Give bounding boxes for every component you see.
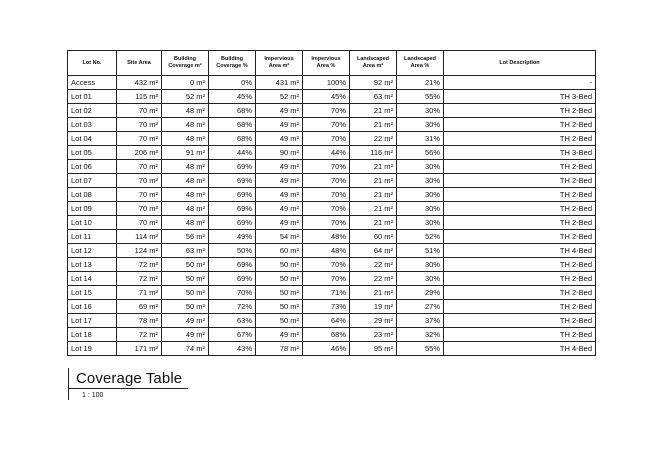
cell-site-area: 114 m²	[117, 230, 162, 244]
cell-lot-description: TH 2-Bed	[444, 258, 596, 272]
cell-building-coverage-pct: 69%	[209, 258, 256, 272]
cell-building-coverage-m2: 48 m²	[162, 174, 209, 188]
cell-landscaped-area-pct: 32%	[397, 328, 444, 342]
cell-lot-no: Lot 17	[68, 314, 117, 328]
cell-impervious-area-m2: 49 m²	[256, 160, 303, 174]
cell-impervious-area-pct: 48%	[303, 230, 350, 244]
cell-impervious-area-pct: 48%	[303, 244, 350, 258]
header-landscaped-area-pct: Landscaped Area %	[397, 51, 444, 76]
table-row	[68, 216, 596, 230]
cell-landscaped-area-m2: 21 m²	[350, 188, 397, 202]
cell-impervious-area-m2: 90 m²	[256, 146, 303, 160]
cell-landscaped-area-pct: 29%	[397, 286, 444, 300]
cell-impervious-area-pct: 70%	[303, 160, 350, 174]
table-header-row	[68, 51, 596, 76]
table-row	[68, 132, 596, 146]
cell-site-area: 70 m²	[117, 104, 162, 118]
cell-lot-description: TH 2-Bed	[444, 118, 596, 132]
cell-site-area: 115 m²	[117, 90, 162, 104]
cell-site-area: 78 m²	[117, 314, 162, 328]
cell-lot-description: TH 2-Bed	[444, 132, 596, 146]
cell-building-coverage-m2: 48 m²	[162, 188, 209, 202]
cell-lot-description: TH 2-Bed	[444, 314, 596, 328]
cell-impervious-area-pct: 68%	[303, 328, 350, 342]
cell-building-coverage-m2: 48 m²	[162, 118, 209, 132]
cell-impervious-area-m2: 49 m²	[256, 174, 303, 188]
cell-site-area: 72 m²	[117, 272, 162, 286]
cell-impervious-area-m2: 49 m²	[256, 118, 303, 132]
cell-landscaped-area-m2: 21 m²	[350, 202, 397, 216]
cell-lot-no: Lot 04	[68, 132, 117, 146]
cell-impervious-area-m2: 50 m²	[256, 300, 303, 314]
table-row	[68, 328, 596, 342]
cell-impervious-area-m2: 49 m²	[256, 104, 303, 118]
table-row	[68, 202, 596, 216]
cell-landscaped-area-m2: 19 m²	[350, 300, 397, 314]
cell-lot-no: Lot 01	[68, 90, 117, 104]
cell-site-area: 72 m²	[117, 328, 162, 342]
cell-building-coverage-pct: 50%	[209, 244, 256, 258]
coverage-table	[67, 50, 596, 356]
cell-lot-description: TH 3-Bed	[444, 146, 596, 160]
header-impervious-area-pct: Impervious Area %	[303, 51, 350, 76]
cell-impervious-area-pct: 71%	[303, 286, 350, 300]
cell-landscaped-area-pct: 30%	[397, 160, 444, 174]
cell-building-coverage-m2: 91 m²	[162, 146, 209, 160]
cell-impervious-area-m2: 50 m²	[256, 272, 303, 286]
header-site-area: Site Area	[117, 51, 162, 76]
cell-site-area: 432 m²	[117, 76, 162, 90]
table-row	[68, 300, 596, 314]
cell-landscaped-area-m2: 64 m²	[350, 244, 397, 258]
cell-impervious-area-pct: 70%	[303, 188, 350, 202]
cell-landscaped-area-pct: 30%	[397, 272, 444, 286]
cell-landscaped-area-m2: 22 m²	[350, 132, 397, 146]
cell-lot-no: Lot 03	[68, 118, 117, 132]
cell-impervious-area-pct: 70%	[303, 258, 350, 272]
cell-site-area: 70 m²	[117, 216, 162, 230]
cell-landscaped-area-pct: 30%	[397, 216, 444, 230]
cell-building-coverage-m2: 48 m²	[162, 132, 209, 146]
cell-building-coverage-m2: 48 m²	[162, 216, 209, 230]
cell-landscaped-area-m2: 21 m²	[350, 104, 397, 118]
cell-landscaped-area-pct: 56%	[397, 146, 444, 160]
cell-lot-description: TH 2-Bed	[444, 216, 596, 230]
cell-building-coverage-pct: 49%	[209, 230, 256, 244]
cell-impervious-area-pct: 45%	[303, 90, 350, 104]
cell-landscaped-area-pct: 52%	[397, 230, 444, 244]
cell-site-area: 71 m²	[117, 286, 162, 300]
cell-lot-no: Lot 16	[68, 300, 117, 314]
cell-lot-description: TH 2-Bed	[444, 328, 596, 342]
cell-lot-no: Access	[68, 76, 117, 90]
table-row	[68, 286, 596, 300]
header-impervious-area-m2: Impervious Area m²	[256, 51, 303, 76]
cell-impervious-area-pct: 73%	[303, 300, 350, 314]
cell-impervious-area-m2: 50 m²	[256, 286, 303, 300]
cell-site-area: 69 m²	[117, 300, 162, 314]
cell-impervious-area-m2: 50 m²	[256, 314, 303, 328]
cell-impervious-area-m2: 49 m²	[256, 202, 303, 216]
cell-landscaped-area-pct: 30%	[397, 202, 444, 216]
cell-building-coverage-m2: 48 m²	[162, 104, 209, 118]
cell-lot-no: Lot 12	[68, 244, 117, 258]
cell-building-coverage-m2: 52 m²	[162, 90, 209, 104]
cell-lot-no: Lot 14	[68, 272, 117, 286]
cell-landscaped-area-m2: 116 m²	[350, 146, 397, 160]
cell-building-coverage-m2: 74 m²	[162, 342, 209, 356]
table-row	[68, 230, 596, 244]
table-row	[68, 118, 596, 132]
cell-lot-description: TH 2-Bed	[444, 188, 596, 202]
cell-building-coverage-m2: 48 m²	[162, 202, 209, 216]
cell-building-coverage-pct: 69%	[209, 174, 256, 188]
cell-lot-description: TH 2-Bed	[444, 230, 596, 244]
cell-site-area: 206 m²	[117, 146, 162, 160]
cell-lot-description: TH 4-Bed	[444, 342, 596, 356]
cell-lot-description: TH 2-Bed	[444, 272, 596, 286]
cell-lot-no: Lot 09	[68, 202, 117, 216]
cell-building-coverage-pct: 69%	[209, 216, 256, 230]
cell-landscaped-area-pct: 37%	[397, 314, 444, 328]
cell-building-coverage-pct: 68%	[209, 118, 256, 132]
cell-impervious-area-m2: 78 m²	[256, 342, 303, 356]
cell-building-coverage-pct: 69%	[209, 202, 256, 216]
cell-landscaped-area-m2: 22 m²	[350, 272, 397, 286]
title-underline	[68, 388, 188, 389]
header-landscaped-area-m2: Landscaped Area m²	[350, 51, 397, 76]
cell-lot-description: TH 2-Bed	[444, 202, 596, 216]
cell-lot-no: Lot 11	[68, 230, 117, 244]
cell-landscaped-area-pct: 30%	[397, 188, 444, 202]
cell-building-coverage-pct: 69%	[209, 160, 256, 174]
cell-impervious-area-m2: 60 m²	[256, 244, 303, 258]
table-row	[68, 272, 596, 286]
cell-landscaped-area-m2: 21 m²	[350, 174, 397, 188]
cell-landscaped-area-m2: 21 m²	[350, 216, 397, 230]
view-title: Coverage Table	[76, 370, 183, 387]
cell-lot-description: TH 2-Bed	[444, 300, 596, 314]
cell-landscaped-area-pct: 55%	[397, 90, 444, 104]
cell-lot-no: Lot 02	[68, 104, 117, 118]
cell-landscaped-area-m2: 92 m²	[350, 76, 397, 90]
cell-building-coverage-pct: 69%	[209, 188, 256, 202]
cell-site-area: 124 m²	[117, 244, 162, 258]
cell-landscaped-area-pct: 30%	[397, 258, 444, 272]
cell-building-coverage-pct: 45%	[209, 90, 256, 104]
cell-site-area: 70 m²	[117, 202, 162, 216]
cell-building-coverage-m2: 50 m²	[162, 300, 209, 314]
cell-site-area: 70 m²	[117, 118, 162, 132]
cell-landscaped-area-m2: 21 m²	[350, 160, 397, 174]
cell-lot-no: Lot 15	[68, 286, 117, 300]
cell-site-area: 72 m²	[117, 258, 162, 272]
table-row	[68, 188, 596, 202]
cell-impervious-area-pct: 70%	[303, 202, 350, 216]
cell-lot-no: Lot 18	[68, 328, 117, 342]
cell-lot-description: TH 2-Bed	[444, 160, 596, 174]
table-row	[68, 258, 596, 272]
cell-impervious-area-pct: 64%	[303, 314, 350, 328]
cell-landscaped-area-pct: 31%	[397, 132, 444, 146]
table-row	[68, 104, 596, 118]
table-row	[68, 244, 596, 258]
cell-lot-description: TH 2-Bed	[444, 174, 596, 188]
cell-impervious-area-pct: 100%	[303, 76, 350, 90]
cell-site-area: 171 m²	[117, 342, 162, 356]
cell-lot-no: Lot 19	[68, 342, 117, 356]
cell-building-coverage-pct: 43%	[209, 342, 256, 356]
cell-building-coverage-pct: 67%	[209, 328, 256, 342]
cell-building-coverage-pct: 72%	[209, 300, 256, 314]
cell-site-area: 70 m²	[117, 174, 162, 188]
table-row	[68, 160, 596, 174]
cell-building-coverage-m2: 50 m²	[162, 272, 209, 286]
cell-building-coverage-m2: 50 m²	[162, 258, 209, 272]
cell-building-coverage-m2: 49 m²	[162, 314, 209, 328]
cell-lot-description: TH 2-Bed	[444, 286, 596, 300]
header-lot-description: Lot Description	[444, 51, 596, 76]
cell-building-coverage-m2: 49 m²	[162, 328, 209, 342]
cell-landscaped-area-pct: 30%	[397, 174, 444, 188]
view-scale: 1 : 100	[82, 392, 104, 399]
header-lot-no: Lot No.	[68, 51, 117, 76]
cell-landscaped-area-m2: 22 m²	[350, 258, 397, 272]
cell-building-coverage-pct: 68%	[209, 104, 256, 118]
cell-building-coverage-pct: 70%	[209, 286, 256, 300]
cell-lot-no: Lot 10	[68, 216, 117, 230]
cell-building-coverage-pct: 44%	[209, 146, 256, 160]
table-row	[68, 174, 596, 188]
cell-lot-no: Lot 05	[68, 146, 117, 160]
cell-impervious-area-pct: 70%	[303, 272, 350, 286]
cell-lot-no: Lot 07	[68, 174, 117, 188]
cell-landscaped-area-m2: 21 m²	[350, 118, 397, 132]
table-row	[68, 76, 596, 90]
cell-landscaped-area-pct: 30%	[397, 118, 444, 132]
cell-impervious-area-m2: 49 m²	[256, 188, 303, 202]
cell-lot-no: Lot 06	[68, 160, 117, 174]
cell-impervious-area-m2: 49 m²	[256, 328, 303, 342]
cell-impervious-area-m2: 52 m²	[256, 90, 303, 104]
cell-landscaped-area-m2: 23 m²	[350, 328, 397, 342]
cell-landscaped-area-m2: 63 m²	[350, 90, 397, 104]
cell-building-coverage-pct: 68%	[209, 132, 256, 146]
cell-lot-description: -	[444, 76, 596, 90]
cell-site-area: 70 m²	[117, 160, 162, 174]
cell-landscaped-area-m2: 95 m²	[350, 342, 397, 356]
cell-building-coverage-m2: 56 m²	[162, 230, 209, 244]
cell-building-coverage-m2: 63 m²	[162, 244, 209, 258]
cell-impervious-area-pct: 70%	[303, 132, 350, 146]
cell-landscaped-area-m2: 60 m²	[350, 230, 397, 244]
cell-landscaped-area-pct: 55%	[397, 342, 444, 356]
cell-lot-description: TH 3-Bed	[444, 90, 596, 104]
cell-lot-no: Lot 08	[68, 188, 117, 202]
cell-lot-description: TH 4-Bed	[444, 244, 596, 258]
cell-impervious-area-pct: 44%	[303, 146, 350, 160]
cell-impervious-area-m2: 431 m²	[256, 76, 303, 90]
table-row	[68, 314, 596, 328]
cell-lot-no: Lot 13	[68, 258, 117, 272]
cell-site-area: 70 m²	[117, 132, 162, 146]
header-building-coverage-pct: Building Coverage %	[209, 51, 256, 76]
cell-impervious-area-m2: 50 m²	[256, 258, 303, 272]
cell-impervious-area-m2: 49 m²	[256, 132, 303, 146]
cell-lot-description: TH 2-Bed	[444, 104, 596, 118]
cell-building-coverage-pct: 69%	[209, 272, 256, 286]
cell-landscaped-area-m2: 29 m²	[350, 314, 397, 328]
cell-building-coverage-m2: 48 m²	[162, 160, 209, 174]
cell-impervious-area-pct: 46%	[303, 342, 350, 356]
cell-impervious-area-pct: 70%	[303, 118, 350, 132]
cell-impervious-area-m2: 54 m²	[256, 230, 303, 244]
header-building-coverage-m2: Building Coverage m²	[162, 51, 209, 76]
cell-landscaped-area-pct: 27%	[397, 300, 444, 314]
table-body	[68, 76, 596, 356]
table-row	[68, 342, 596, 356]
cell-impervious-area-m2: 49 m²	[256, 216, 303, 230]
cell-building-coverage-pct: 0%	[209, 76, 256, 90]
cell-building-coverage-pct: 63%	[209, 314, 256, 328]
cell-building-coverage-m2: 50 m²	[162, 286, 209, 300]
cell-landscaped-area-pct: 51%	[397, 244, 444, 258]
table-row	[68, 90, 596, 104]
cell-impervious-area-pct: 70%	[303, 174, 350, 188]
cell-site-area: 70 m²	[117, 188, 162, 202]
cell-impervious-area-pct: 70%	[303, 104, 350, 118]
title-vertical-rule	[68, 368, 69, 400]
cell-landscaped-area-pct: 21%	[397, 76, 444, 90]
cell-building-coverage-m2: 0 m²	[162, 76, 209, 90]
cell-landscaped-area-m2: 21 m²	[350, 286, 397, 300]
cell-landscaped-area-pct: 30%	[397, 104, 444, 118]
table-row	[68, 146, 596, 160]
cell-impervious-area-pct: 70%	[303, 216, 350, 230]
